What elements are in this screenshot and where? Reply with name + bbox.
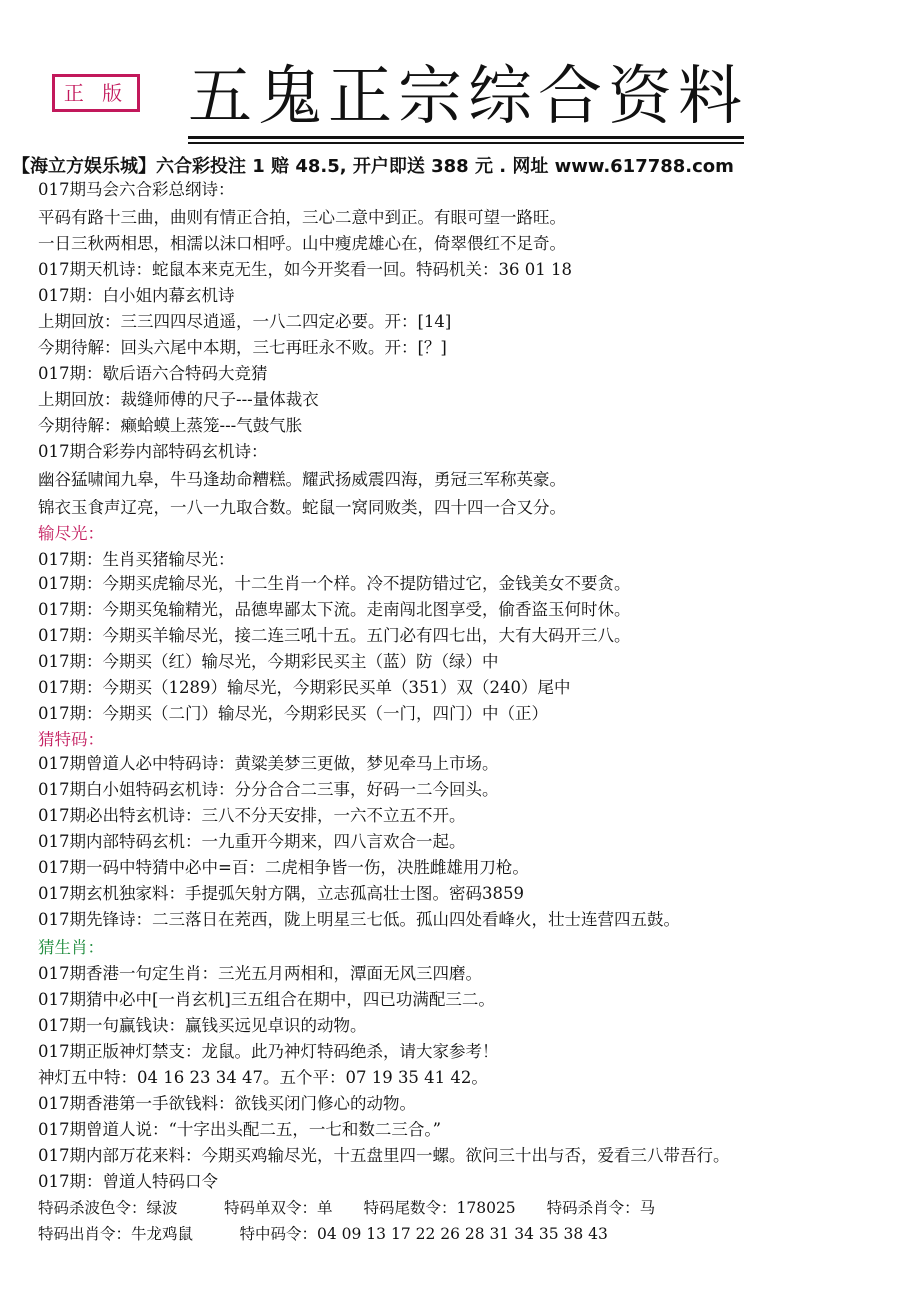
section-heading: 猜生肖：: [38, 938, 104, 957]
text-line: 上期回放：裁缝师傅的尺子---量体裁衣: [38, 390, 319, 409]
text-line: 017期内部特码玄机：一九重开今期来，四八言欢合一起。: [38, 832, 466, 851]
text-line: 特码出肖令：牛龙鸡鼠 特中码令：04 09 13 17 22 26 28 31 34 35 38 43: [38, 1225, 608, 1243]
text-line: 017期内部万花来料：今期买鸡输尽光，十五盘里四一螺。欲问三十出与否，爱看三八带吾行。: [38, 1146, 730, 1165]
text-line: 特码杀波色令：绿波 特码单双令：单 特码尾数令：178025 特码杀肖令：马: [38, 1199, 656, 1217]
text-line: 017期合彩券内部特码玄机诗：: [38, 442, 268, 461]
text-line: 017期马会六合彩总纲诗：: [38, 180, 235, 199]
text-line: 017期：今期买（二门）输尽光，今期彩民买（一门，四门）中（正）: [38, 704, 548, 723]
text-line: 017期天机诗：蛇鼠本来克无生，如今开奖看一回。特码机关：36 01 18: [38, 260, 572, 279]
ad-banner: 【海立方娱乐城】六合彩投注 1 赔 48.5, 开户即送 388 元 . 网址 www.617788.com: [12, 156, 734, 177]
text-line: 平码有路十三曲，曲则有情正合拍，三心二意中到正。有眼可望一路旺。: [38, 208, 566, 227]
text-line: 神灯五中特：04 16 23 34 47。五个平：07 19 35 41 42。: [38, 1068, 488, 1087]
text-line: 017期：今期买羊输尽光，接二连三吼十五。五门必有四七出，大有大码开三八。: [38, 626, 631, 645]
text-line: 017期：白小姐内幕玄机诗: [38, 286, 235, 305]
text-line: 017期：今期买（1289）输尽光，今期彩民买单（351）双（240）尾中: [38, 678, 571, 697]
text-line: 017期：今期买（红）输尽光，今期彩民买主（蓝）防（绿）中: [38, 652, 499, 671]
text-line: 017期：今期买虎输尽光，十二生肖一个样。冷不提防错过它，金钱美女不要贪。: [38, 574, 631, 593]
text-line: 017期：生肖买猪输尽光：: [38, 550, 235, 569]
text-line: 017期曾道人必中特码诗：黄粱美梦三更做，梦见牵马上市场。: [38, 754, 499, 773]
section-heading: 猜特码：: [38, 730, 104, 749]
text-line: 017期曾道人说：“十字出头配二五，一七和数二三合。”: [38, 1120, 442, 1139]
text-line: 017期必出特玄机诗：三八不分天安排，一六不立五不开。: [38, 806, 466, 825]
text-line: 017期白小姐特码玄机诗：分分合合二三事，好码一二今回头。: [38, 780, 499, 799]
text-line: 017期香港一句定生肖：三光五月两相和，潭面无风三四磨。: [38, 964, 482, 983]
text-line: 017期：歇后语六合特码大竞猜: [38, 364, 268, 383]
edition-badge: 正 版: [52, 74, 140, 112]
text-line: 017期：曾道人特码口令: [38, 1172, 218, 1191]
text-line: 017期香港第一手欲钱料：欲钱买闭门修心的动物。: [38, 1094, 416, 1113]
text-line: 今期待解：癞蛤蟆上蒸笼---气鼓气胀: [38, 416, 303, 435]
title-underline: [188, 136, 744, 139]
text-line: 017期正版神灯禁支：龙鼠。此乃神灯特码绝杀，请大家参考！: [38, 1042, 499, 1061]
section-heading: 输尽光：: [38, 524, 104, 543]
text-line: 一日三秋两相思，相濡以沫口相呼。山中瘦虎雄心在，倚翠偎红不足奇。: [38, 234, 566, 253]
title-underline-thin: [188, 142, 744, 144]
text-line: 017期先锋诗：二三落日在茺西，陇上明星三七低。孤山四处看峰火，壮士连营四五鼓。: [38, 910, 680, 929]
text-line: 017期猜中必中[一肖玄机]三五组合在期中，四已功满配三二。: [38, 990, 495, 1009]
text-line: 今期待解：回头六尾中本期，三七再旺永不败。开：[？]: [38, 338, 447, 357]
text-line: 017期一码中特猜中必中=百：二虎相争皆一伤，决胜雌雄用刀枪。: [38, 858, 529, 877]
text-line: 017期玄机独家料：手提弧矢射方隅，立志孤高壮士图。密码3859: [38, 884, 524, 903]
page-title: 五鬼正宗综合资料: [188, 60, 748, 134]
text-line: 上期回放：三三四四尽逍遥，一八二四定必要。开：[14]: [38, 312, 452, 331]
text-line: 017期一句赢钱诀：赢钱买远见卓识的动物。: [38, 1016, 367, 1035]
text-line: 锦衣玉食声辽亮，一八一九取合数。蛇鼠一窝同败类，四十四一合又分。: [38, 498, 566, 517]
text-line: 幽谷猛啸闻九皋，牛马逢劫命糟糕。耀武扬威震四海，勇冠三军称英豪。: [38, 470, 566, 489]
text-line: 017期：今期买兔输精光，品德卑鄙太下流。走南闯北图享受，偷香盗玉何时休。: [38, 600, 631, 619]
